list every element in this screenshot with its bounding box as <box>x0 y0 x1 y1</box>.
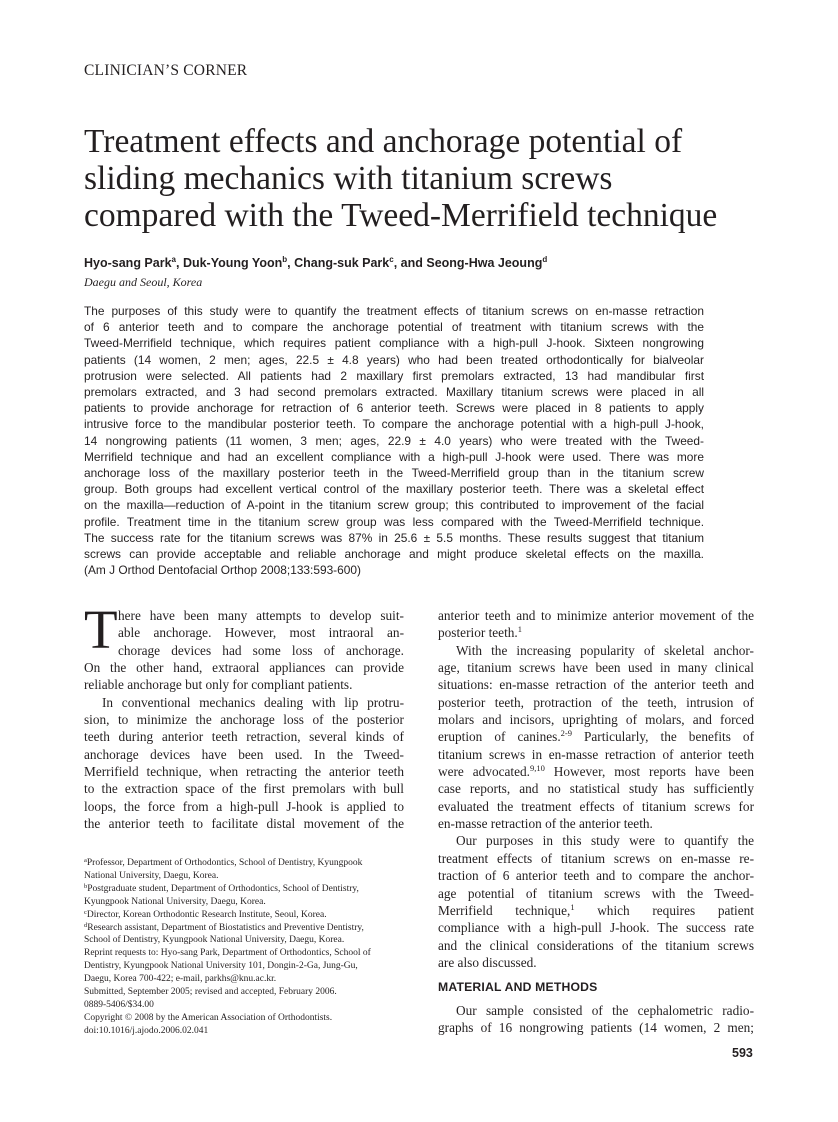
abstract-line: profile. Treatment time in the titanium screw group was less compared with the Tweed-Merrifield technique. <box>84 514 704 529</box>
body-line: chorage devices had some loss of anchorage. <box>118 642 404 658</box>
citation-ref: 9,10 <box>529 763 545 774</box>
body-line: en-masse retraction of the anterior teeth. <box>438 816 653 832</box>
body-line: Our purposes in this study were to quantify the <box>456 833 754 849</box>
body-line: to the extraction space of the first premolars with bull <box>84 781 404 797</box>
body-line <box>438 763 754 780</box>
footnote-sup: b <box>84 882 88 890</box>
author-sup: c <box>389 255 394 264</box>
author-list <box>84 255 547 270</box>
body-line: situations: en-masse retraction of the anterior teeth and <box>438 677 754 693</box>
footnote-line: Dentistry, Kyungpook National University 101, Dongin-2-Ga, Jung-Gu, <box>84 961 358 972</box>
abstract-citation: (Am J Orthod Dentofacial Orthop 2008;133:593-600) <box>84 563 361 578</box>
section-label: CLINICIAN’S CORNER <box>84 62 248 79</box>
footnote-line: Submitted, September 2005; revised and accepted, February 2006. <box>84 987 337 998</box>
abstract-line: The purposes of this study were to quantify the treatment effects of titanium screws on en-masse retraction <box>84 304 704 318</box>
footnote-sup: d <box>84 921 88 929</box>
body-line: On the other hand, extraoral appliances can provide <box>84 660 404 676</box>
footnote-text: Professor, Department of Orthodontics, School of Dentistry, Kyungpook <box>86 858 363 868</box>
body-line: teeth during anterior teeth retraction, several kinds of <box>84 729 404 745</box>
footnote-sup: a <box>84 857 87 864</box>
citation-ref: 1 <box>517 624 523 635</box>
author-sep: , <box>175 256 183 271</box>
abstract-line: patients to provide anchorage for retraction of 6 anterior teeth. Screws were placed in 8 patients to apply <box>84 401 704 416</box>
footnote-line <box>84 909 404 922</box>
body-text: Particularly, the benefits of <box>571 729 754 745</box>
abstract-line: anchorage loss of the maxillary posterior teeth in the Tweed-Merrifield group than in the titanium screw <box>84 466 704 481</box>
body-column-right-continued <box>438 1002 754 1037</box>
footnote-line: Kyungpook National University, Daegu, Korea. <box>84 896 266 907</box>
footnote-line: Reprint requests to: Hyo-sang Park, Department of Orthodontics, School of <box>84 948 371 959</box>
body-text: eruption of canines. <box>438 729 561 745</box>
body-line: In conventional mechanics dealing with lip protru- <box>102 694 404 710</box>
footnote-sup: c <box>84 908 87 916</box>
body-line: case reports, and no statistical study has sufficiently <box>438 781 754 797</box>
body-line: and the clinical considerations of the titanium screws <box>438 937 754 953</box>
abstract-line: 14 nongrowing patients (11 women, 3 men; ages, 22.9 ± 4.0 years) who were treated with the Tweed- <box>84 433 704 448</box>
citation-ref: 1 <box>570 901 575 912</box>
body-column-right <box>438 607 754 971</box>
body-line: sion, to minimize the anchorage loss of the posterior <box>84 712 404 728</box>
body-line: anterior teeth and to minimize anterior movement of the <box>438 608 754 623</box>
body-line: age potential of titanium screws with the Tweed- <box>438 885 754 901</box>
author-affiliation: Daegu and Seoul, Korea <box>84 275 203 289</box>
abstract-line: of 6 anterior teeth and to compare the anchorage potential of treatment with titanium screws with the <box>84 320 704 335</box>
abstract-line: protrusion were selected. All patients had 2 maxillary first premolars extracted, 13 had mandibular first <box>84 368 704 383</box>
author-sep: , <box>287 256 295 271</box>
abstract-line: on the maxilla—reduction of A-point in the titanium screw group; this contributed to improvement of the facial <box>84 498 704 513</box>
body-line: molars and incisors, uprighting of molars, and forced <box>438 712 754 728</box>
footnote-text: Director, Korean Orthodontic Research Institute, Seoul, Korea. <box>86 909 327 920</box>
title-line: sliding mechanics with titanium screws <box>84 160 613 197</box>
footnote-line <box>84 883 404 896</box>
drop-cap: T <box>84 599 118 660</box>
footnotes <box>84 857 404 1038</box>
body-column-left <box>84 599 404 832</box>
body-line: With the increasing popularity of skeletal anchor- <box>456 642 754 658</box>
body-line: anchorage devices have been used. In the Tweed- <box>84 746 404 762</box>
abstract-line: group. Both groups had excellent vertical control of the maxillary posterior teeth. There was a skeletal effect <box>84 482 704 497</box>
body-line: traction of 6 anterior teeth and to compare the anchor- <box>438 868 754 884</box>
page-number: 593 <box>732 1046 753 1060</box>
abstract-line: screws can provide acceptable and reliable anchorage and might produce skeletal effects on the maxilla. <box>84 547 704 562</box>
article-title <box>84 123 784 234</box>
abstract <box>84 303 704 578</box>
footnote-line <box>84 922 404 935</box>
body-line: the anterior teeth to facilitate distal movement of the <box>84 816 404 832</box>
body-text: Merrifield technique, <box>438 902 571 918</box>
body-line: Merrifield technique, when retracting the anterior teeth <box>84 764 404 780</box>
title-line: Treatment effects and anchorage potential of <box>84 123 683 160</box>
title-line: compared with the Tweed-Merrifield technique <box>84 197 718 234</box>
footnote-line: doi:10.1016/j.ajodo.2006.02.041 <box>84 1025 209 1036</box>
body-line: age, titanium screws have been used in many clinical <box>438 660 754 676</box>
body-line <box>438 728 754 745</box>
body-line: posterior teeth, protraction of the teeth, intrusion of <box>438 694 754 710</box>
body-text: posterior teeth. <box>438 625 518 641</box>
abstract-line: premolars extracted, and 3 had second premolars extracted. Maxillary titanium screws were placed in all <box>84 385 704 400</box>
abstract-line: intrusive force to the mandibular posterior teeth. To compare the anchorage potential with a high-pull J-hook, <box>84 417 704 432</box>
body-line: evaluated the treatment effects of titanium screws for <box>438 798 754 814</box>
footnote-line: Copyright © 2008 by the American Association of Orthodontists. <box>84 1012 333 1023</box>
author-name: Chang-suk Park <box>294 256 390 271</box>
body-line: able anchorage. However, most intraoral an- <box>118 625 404 641</box>
body-line: are also discussed. <box>438 954 537 970</box>
body-text: which requires patient <box>574 902 755 918</box>
footnote-line: Daegu, Korea 700-422; e-mail, parkhs@knu.ac.kr. <box>84 974 277 985</box>
author-sup: b <box>282 255 288 264</box>
body-line: Our sample consisted of the cephalometric radio- <box>456 1003 754 1018</box>
abstract-line: Merrifield technique and had an excellent compliance with a high-pull J-hook were used. There was more <box>84 449 704 464</box>
author-sep: , and <box>393 256 427 271</box>
footnote-line: School of Dentistry, Kyungpook National University, Daegu, Korea. <box>84 935 345 946</box>
body-line: titanium screws in en-masse retraction of anterior teeth <box>438 746 754 762</box>
body-text: were advocated. <box>438 764 530 780</box>
body-line: treatment effects of titanium screws on en-masse re- <box>438 850 754 866</box>
body-line: here have been many attempts to develop suit- <box>118 608 404 623</box>
author-sup: a <box>171 255 176 264</box>
author-name: Seong-Hwa Jeoung <box>426 256 543 271</box>
footnote-text: Research assistant, Department of Biostatistics and Preventive Dentistry, <box>87 922 364 933</box>
body-line: graphs of 16 nongrowing patients (14 women, 2 men; <box>438 1020 754 1036</box>
citation-ref: 2-9 <box>560 728 572 739</box>
body-line: reliable anchorage but only for compliant patients. <box>84 677 353 693</box>
footnote-line: 0889-5406/$34.00 <box>84 999 154 1010</box>
author-sup: d <box>542 255 548 264</box>
author-name: Hyo-sang Park <box>84 256 172 271</box>
abstract-line: Tweed-Merrifield technique, which requires patient compliance with a high-pull J-hook. Sixteen nongrowing <box>84 336 704 351</box>
body-line: loops, the force from a high-pull J-hook is applied to <box>84 798 404 814</box>
body-text: However, most reports have been <box>544 764 754 780</box>
body-line <box>438 624 754 641</box>
abstract-line: The success rate for the titanium screws was 87% in 25.6 ± 5.5 months. These results suggest that titanium <box>84 530 704 545</box>
body-line: compliance with a high-pull J-hook. The success rate <box>438 920 754 936</box>
section-heading: MATERIAL AND METHODS <box>438 980 598 994</box>
body-line <box>438 902 754 919</box>
abstract-line: patients (14 women, 2 men; ages, 22.5 ± 4.8 years) who had been treated orthodontically for bialveolar <box>84 352 704 367</box>
author-name: Duk-Young Yoon <box>182 256 283 271</box>
footnote-line <box>84 857 404 870</box>
footnote-line: National University, Daegu, Korea. <box>84 870 219 881</box>
footnote-text: Postgraduate student, Department of Orthodontics, School of Dentistry, <box>87 883 359 894</box>
